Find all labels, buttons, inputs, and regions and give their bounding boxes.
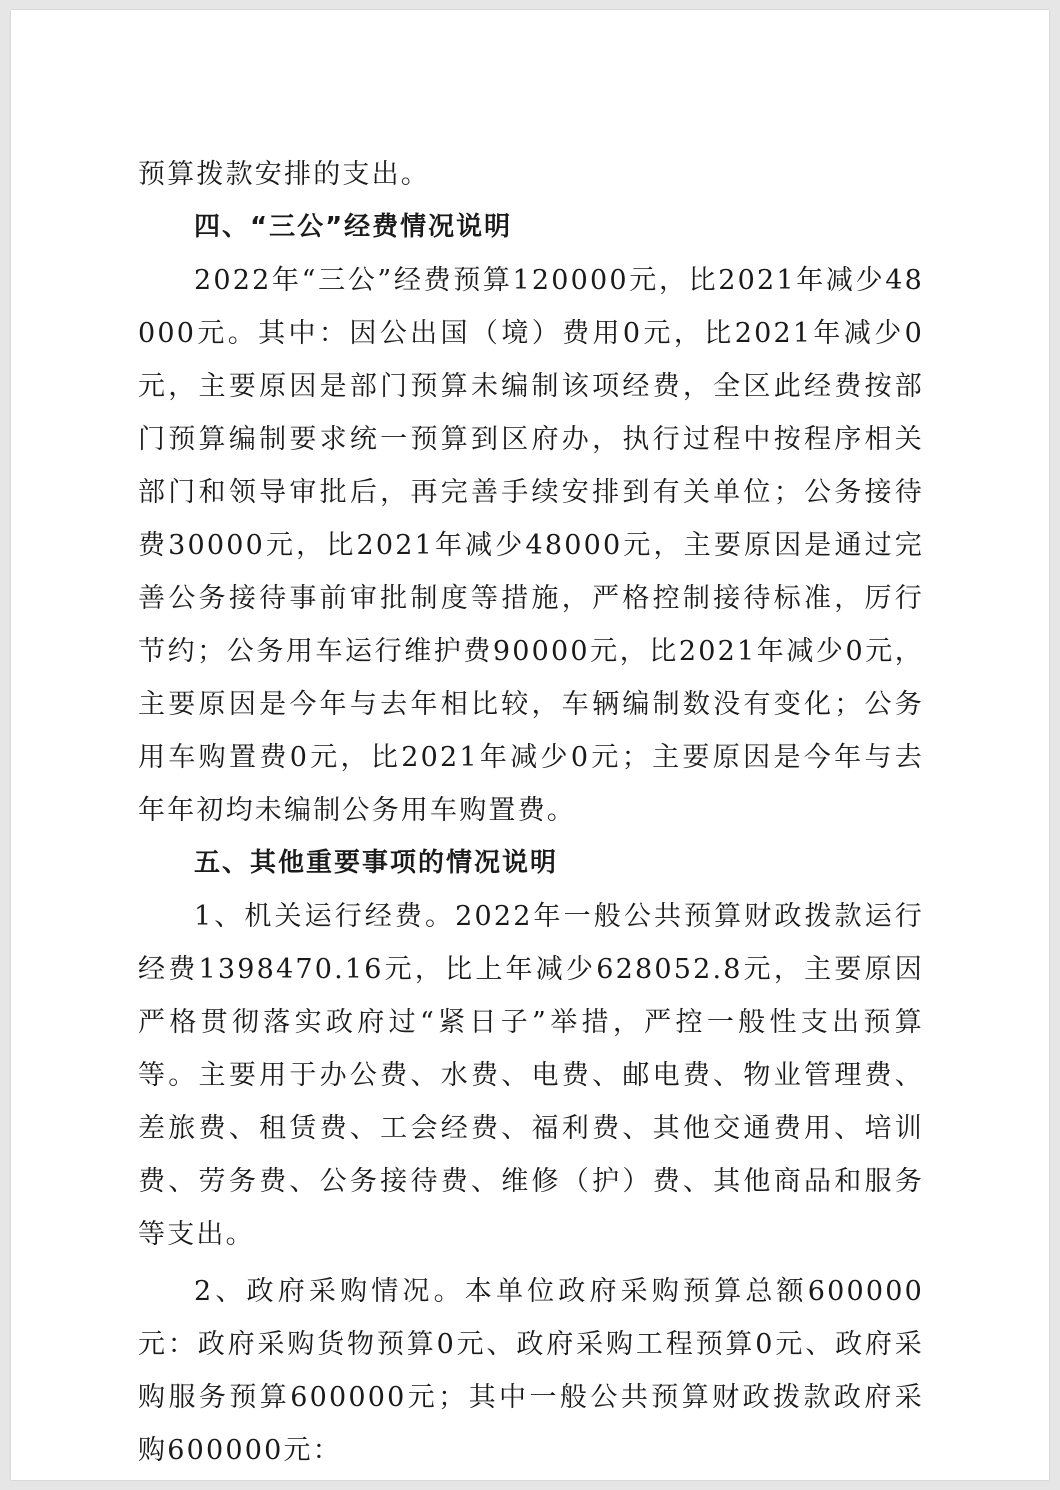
section-heading-three-public-expenses: 四、“三公”经费情况说明: [194, 212, 513, 242]
paragraph-three-public-expenses: 2022年“三公”经费预算120000元，比2021年减少48000元。其中：因公出国（境）费用0元，比2021年减少0元，主要原因是部门预算未编制该项经费，全区此经费按部门预算编制要求统一预算到区府办，执行过程中按程序相关部门和领导审批后，再完善手续安排到有关单位；公务接待费30000元，比2021年减少48000元，主要原因是通过完善公务接待事前审批制度等措施，严格控制接待标准，厉行节约；公务用车运行维护费90000元，比2021年减少0元，主要原因是今年与去年相比较，车辆编制数没有变化；公务用车购置费0元，比2021年减少0元；主要原因是今年与去年年初均未编制公务用车购置费。: [138, 265, 924, 826]
paragraph-government-procurement: 2、政府采购情况。本单位政府采购预算总额600000元：政府采购货物预算0元、政府采购工程预算0元、政府采购服务预算600000元；其中一般公共预算财政拨款政府采购600000元：: [138, 1276, 924, 1466]
section-heading-other-matters: 五、其他重要事项的情况说明: [194, 848, 559, 878]
paragraph-operating-expenses: 1、机关运行经费。2022年一般公共预算财政拨款运行经费1398470.16元，比上年减少628052.8元，主要原因严格贯彻落实政府过“紧日子”举措，严控一般性支出预算等。主要用于办公费、水费、电费、邮电费、物业管理费、差旅费、租赁费、工会经费、福利费、其他交通费用、培训费、劳务费、公务接待费、维修（护）费、其他商品和服务等支出。: [138, 901, 924, 1250]
document-body: [138, 148, 924, 1477]
paragraph-continuation: 预算拨款安排的支出。: [138, 159, 430, 190]
document-page: [11, 10, 1049, 1480]
